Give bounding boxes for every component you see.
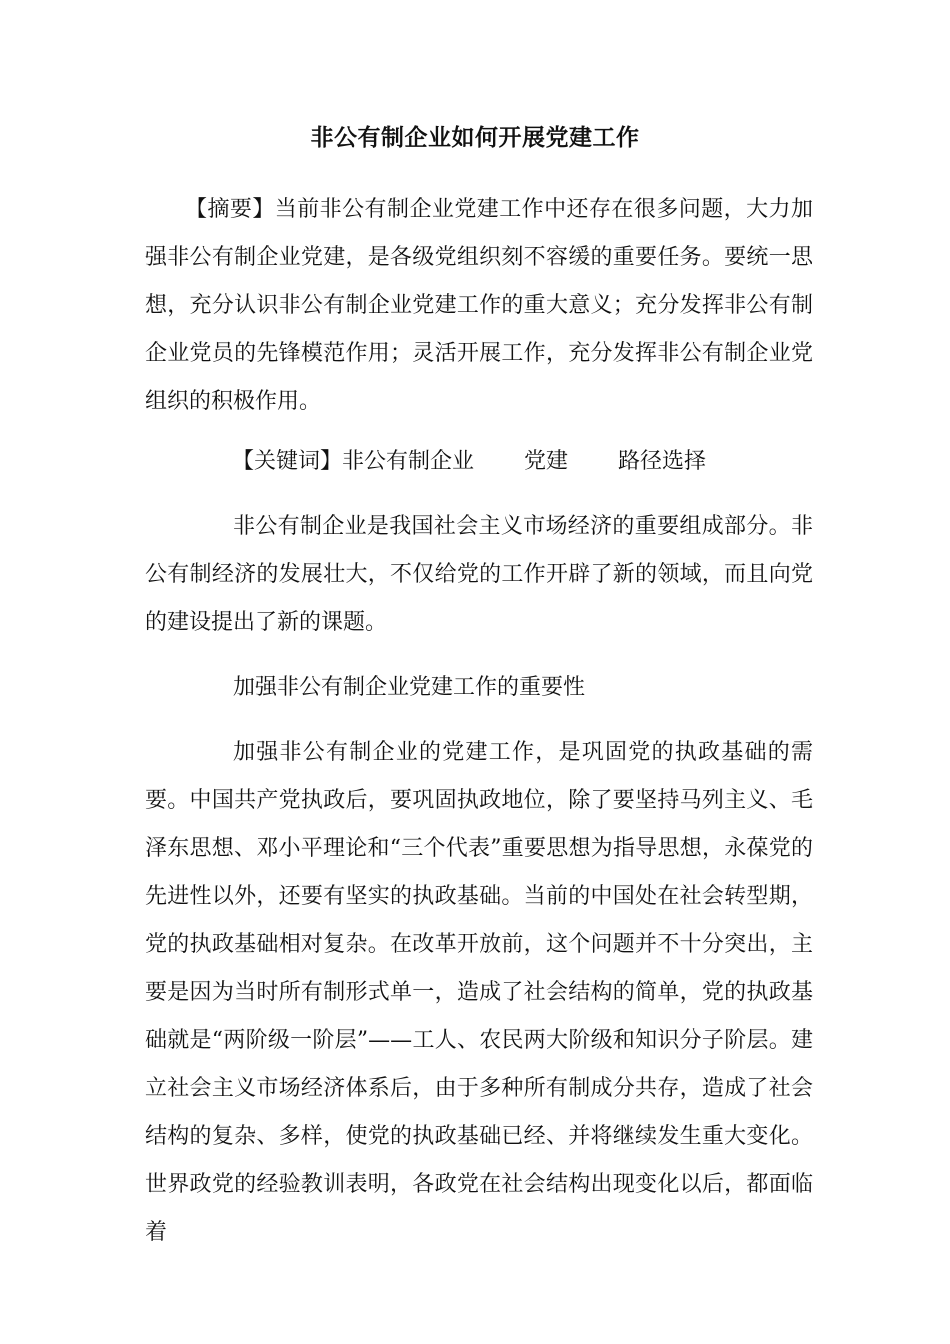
abstract-paragraph: 【摘要】当前非公有制企业党建工作中还存在很多问题，大力加强非公有制企业党建，是各级党组织刻不容缓的重要任务。要统一思想，充分认识非公有制企业党建工作的重大意义；充分发挥非公有制企业党员的先锋模范作用；灵活开展工作，充分发挥非公有制企业党组织的积极作用。 <box>145 197 813 414</box>
keywords-line <box>232 438 706 486</box>
keywords-label: 【关键词】 <box>232 449 343 474</box>
body-paragraph: 非公有制企业是我国社会主义市场经济的重要组成部分。非公有制经济的发展壮大，不仅给党的工作开辟了新的领域，而且向党的建设提出了新的课题。 <box>145 514 813 635</box>
keyword-item: 党建 <box>524 449 569 474</box>
keyword-item: 路径选择 <box>618 449 707 474</box>
section-heading: 加强非公有制企业党建工作的重要性 <box>233 675 586 700</box>
body-paragraph: 加强非公有制企业的党建工作，是巩固党的执政基础的需要。中国共产党执政后，要巩固执政地位，除了要坚持马列主义、毛泽东思想、邓小平理论和“三个代表”重要思想为指导思想，永葆党的先进性以外，还要有坚实的执政基础。当前的中国处在社会转型期，党的执政基础相对复杂。在改革开放前，这个问题并不十分突出，主要是因为当时所有制形式单一，造成了社会结构的简单，党的执政基础就是“两阶级一阶层”——工人、农民两大阶级和知识分子阶层。建立社会主义市场经济体系后，由于多种所有制成分共存，造成了社会结构的复杂、多样，使党的执政基础已经、并将继续发生重大变化。世界政党的经验教训表明，各政党在社会结构出现变化以后，都面临着 <box>145 740 813 1245</box>
document-title: 非公有制企业如何开展党建工作 <box>310 125 640 151</box>
keyword-item: 非公有制企业 <box>342 449 475 474</box>
